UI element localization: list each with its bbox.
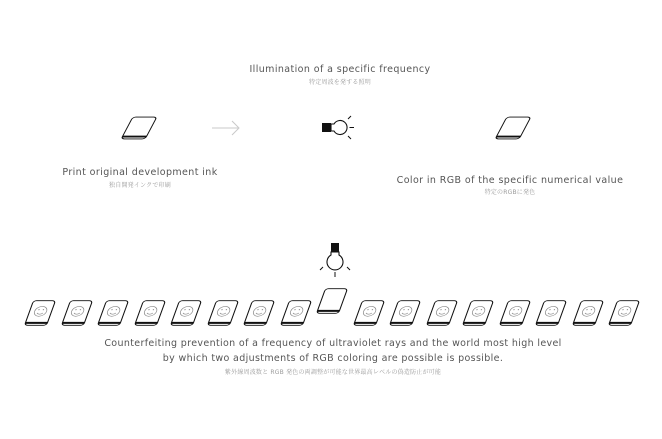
smiley-card-icon (568, 295, 608, 331)
smiley-card-icon (422, 295, 462, 331)
illuminated-card-icon (312, 283, 352, 319)
smiley-card-icon (495, 295, 535, 331)
smiley-card-icon (203, 295, 243, 331)
print-step-subtitle: 独自開発インクで印刷 (109, 182, 171, 189)
smiley-card-icon (458, 295, 498, 331)
smiley-card-icon (349, 295, 389, 331)
smiley-card-icon (531, 295, 571, 331)
color-step-title: Color in RGB of the specific numerical value (396, 175, 624, 186)
caption-line-3: 紫外線周波数と RGB 発色の両調整が可能な世界最高レベルの偽造防止が可能 (224, 369, 442, 376)
smiley-card-icon (276, 295, 316, 331)
smiley-card-icon (93, 295, 133, 331)
illumination-title: Illumination of a specific frequency (249, 64, 431, 75)
caption-line-2: by which two adjustments of RGB coloring are possible is possible. (162, 353, 504, 364)
smiley-card-icon (130, 295, 170, 331)
print-step-title: Print original development ink (62, 167, 218, 178)
color-step-subtitle: 特定のRGBに発色 (484, 189, 536, 196)
smiley-card-icon (20, 295, 60, 331)
smiley-card-icon (604, 295, 644, 331)
smiley-card-icon (239, 295, 279, 331)
smiley-card-icon (166, 295, 206, 331)
smiley-card-icon (57, 295, 97, 331)
smiley-card-icon (385, 295, 425, 331)
caption-line-1: Counterfeiting prevention of a frequency of ultraviolet rays and the world most high level (104, 338, 562, 349)
illumination-subtitle: 特定周波を発する照明 (308, 79, 372, 86)
